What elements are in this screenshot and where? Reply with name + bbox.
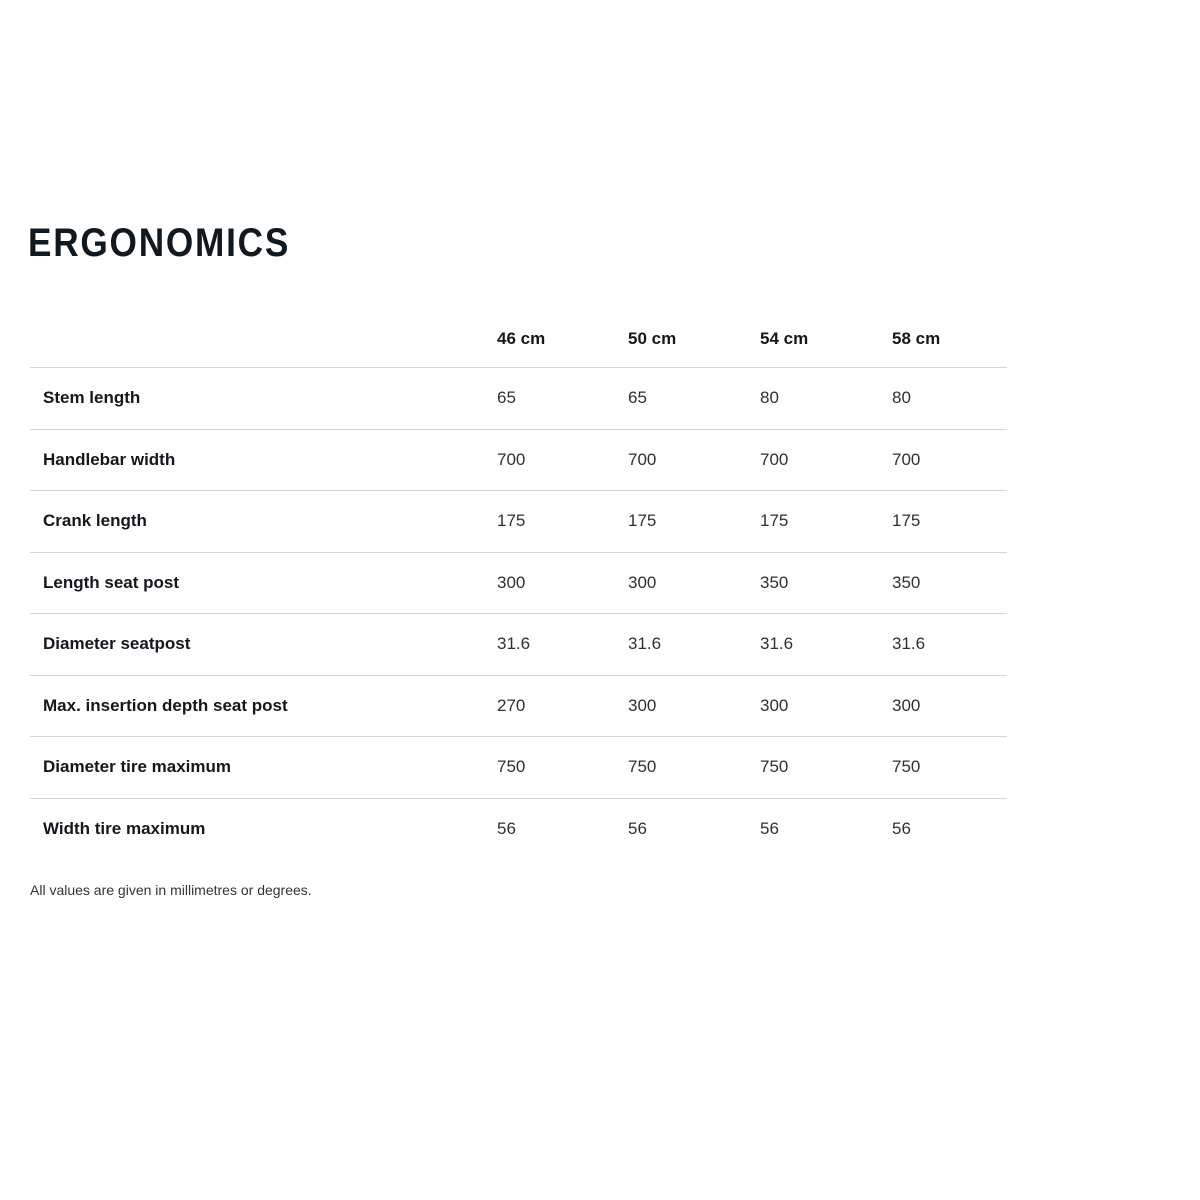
- row-value: 56: [760, 819, 779, 839]
- row-value: 175: [497, 511, 526, 531]
- row-label: Handlebar width: [43, 449, 176, 469]
- row-value: 300: [892, 695, 921, 715]
- row-label: Stem length: [43, 388, 141, 408]
- row-value: 750: [497, 757, 526, 777]
- row-label: Crank length: [43, 511, 147, 531]
- row-value: 300: [760, 695, 789, 715]
- row-value: 350: [760, 572, 789, 592]
- row-value: 80: [760, 388, 779, 408]
- row-label: Length seat post: [43, 572, 180, 592]
- row-value: 750: [760, 757, 789, 777]
- row-value: 700: [628, 449, 657, 469]
- row-value: 56: [628, 819, 647, 839]
- row-value: 700: [760, 449, 789, 469]
- row-label: Diameter seatpost: [43, 634, 191, 654]
- table-row-crank-length: [30, 491, 1007, 553]
- row-value: 175: [628, 511, 657, 531]
- row-label: Max. insertion depth seat post: [43, 695, 288, 715]
- row-value: 700: [892, 449, 921, 469]
- table-row-stem-length: [30, 368, 1007, 430]
- row-value: 300: [628, 572, 657, 592]
- table-row-width-tire-maximum: [30, 799, 1007, 861]
- table-row-handlebar-width: [30, 430, 1007, 492]
- column-header-46cm: 46 cm: [497, 328, 546, 348]
- row-value: 65: [497, 388, 516, 408]
- row-value: 65: [628, 388, 647, 408]
- row-value: 56: [497, 819, 516, 839]
- column-header-54cm: 54 cm: [760, 328, 809, 348]
- row-value: 175: [892, 511, 921, 531]
- row-value: 56: [892, 819, 911, 839]
- column-header-50cm: 50 cm: [628, 328, 677, 348]
- row-value: 700: [497, 449, 526, 469]
- row-label: Width tire maximum: [43, 819, 206, 839]
- row-value: 31.6: [892, 634, 926, 654]
- table-row-length-seat-post: [30, 553, 1007, 615]
- row-value: 300: [628, 695, 657, 715]
- row-value: 31.6: [628, 634, 662, 654]
- table-row-max-insertion-depth-seat-post: [30, 676, 1007, 738]
- row-value: 31.6: [760, 634, 794, 654]
- row-value: 270: [497, 695, 526, 715]
- column-header-58cm: 58 cm: [892, 328, 941, 348]
- table-header-row: [30, 310, 1007, 368]
- row-value: 175: [760, 511, 789, 531]
- row-value: 300: [497, 572, 526, 592]
- table-row-diameter-seatpost: [30, 614, 1007, 676]
- ergonomics-spec-table: [30, 310, 1007, 860]
- row-value: 80: [892, 388, 911, 408]
- row-label: Diameter tire maximum: [43, 757, 232, 777]
- table-row-diameter-tire-maximum: [30, 737, 1007, 799]
- row-value: 350: [892, 572, 921, 592]
- footnote: All values are given in millimetres or degrees.: [30, 882, 312, 898]
- page-title: ERGONOMICS: [28, 221, 291, 265]
- row-value: 31.6: [497, 634, 531, 654]
- row-value: 750: [892, 757, 921, 777]
- row-value: 750: [628, 757, 657, 777]
